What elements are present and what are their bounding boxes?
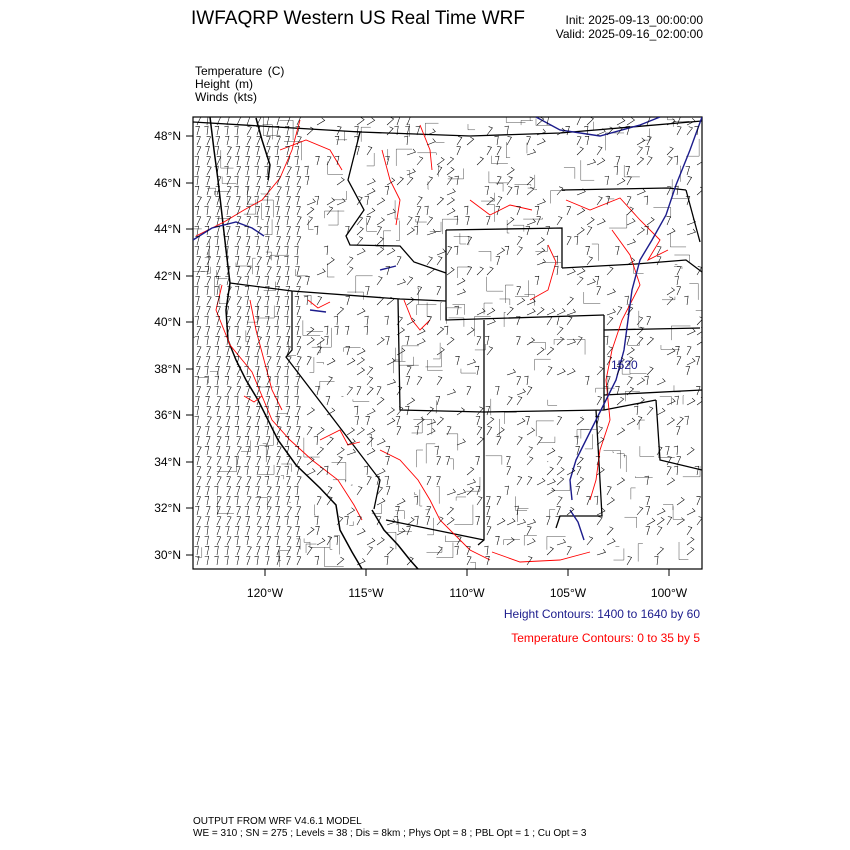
lon-label: 115°W: [348, 586, 384, 600]
lat-label: 44°N: [154, 222, 181, 236]
contour-label: 1520: [611, 358, 638, 372]
height-contour-legend: Height Contours: 1400 to 1640 by 60: [503, 607, 700, 621]
lon-label: 105°W: [549, 586, 587, 600]
variable-temperature: Temperature (C): [195, 64, 285, 78]
lon-label: 100°W: [650, 586, 688, 600]
lat-label: 30°N: [154, 548, 181, 562]
lon-label: 120°W: [246, 586, 284, 600]
lat-label: 40°N: [154, 315, 181, 329]
init-time: Init: 2025-09-13_00:00:00: [565, 13, 703, 27]
lon-label: 110°W: [449, 586, 485, 600]
lat-label: 34°N: [154, 455, 181, 469]
map-title: IWFAQRP Western US Real Time WRF: [191, 8, 525, 29]
variable-winds: Winds (kts): [195, 90, 257, 104]
model-config: WE = 310 ; SN = 275 ; Levels = 38 ; Dis = 8km ; Phys Opt = 8 ; PBL Opt = 1 ; Cu Opt = 3: [193, 828, 587, 839]
model-info: OUTPUT FROM WRF V4.6.1 MODEL: [193, 816, 362, 827]
lat-label: 38°N: [154, 362, 181, 376]
lat-label: 46°N: [154, 176, 181, 190]
lat-label: 48°N: [154, 129, 181, 143]
lat-label: 42°N: [154, 269, 181, 283]
lat-label: 32°N: [154, 501, 181, 515]
lat-label: 36°N: [154, 408, 181, 422]
valid-time: Valid: 2025-09-16_02:00:00: [555, 27, 703, 41]
variable-height: Height (m): [195, 77, 254, 91]
temperature-contour-legend: Temperature Contours: 0 to 35 by 5: [511, 631, 700, 645]
